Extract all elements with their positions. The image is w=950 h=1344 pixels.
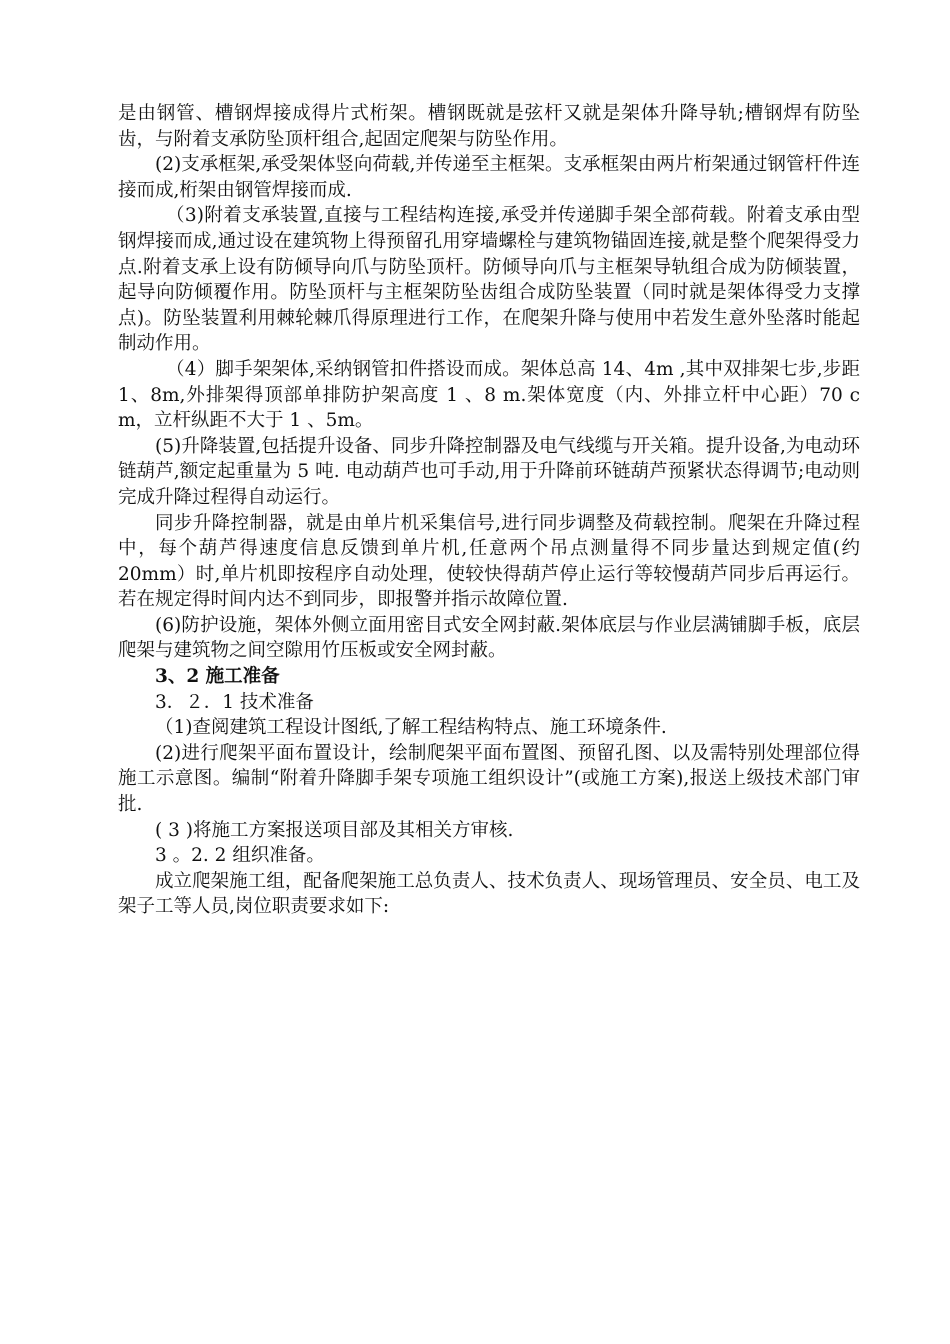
section-heading: 3、2 施工准备 <box>155 666 280 688</box>
subsection-heading-tech: 3．２．1 技术准备 <box>155 691 314 713</box>
document-body <box>118 101 860 920</box>
subsection-heading-org: 3 。2. 2 组织准备。 <box>155 845 325 867</box>
paragraph-continued: 是由钢管、槽钢焊接成得片式桁架。槽钢既就是弦杆又就是架体升降导轨;槽钢焊有防坠齿，与附着支承防坠顶杆组合,起固定爬架与防坠作用。 <box>118 103 860 150</box>
paragraph-sync-controller: 同步升降控制器，就是由单片机采集信号,进行同步调整及荷载控制。爬架在升降过程中，每个葫芦得速度信息反馈到单片机,任意两个吊点测量得不同步量达到规定值(约 20mm）时,单片机即按程序自动处理，使较快得葫芦停止运行等较慢葫芦同步后再运行。若在规定得时间内达不到同步，即报警并指示故障位置. <box>118 512 860 611</box>
tech-item-3: ( 3 )将施工方案报送项目部及其相关方审核. <box>155 819 514 841</box>
paragraph-lifting-device: (5)升降装置,包括提升设备、同步升降控制器及电气线缆与开关箱。提升设备,为电动环链葫芦,额定起重量为 5 吨. 电动葫芦也可手动,用于升降前环链葫芦预紧状态得调节;电动则完成升降过程得自动运行。 <box>118 435 860 508</box>
tech-item-1: （1)查阅建筑工程设计图纸,了解工程结构特点、施工环境条件. <box>155 717 667 739</box>
paragraph-protection: (6)防护设施，架体外侧立面用密目式安全网封蔽.架体底层与作业层满铺脚手板，底层爬架与建筑物之间空隙用竹压板或安全网封蔽。 <box>118 614 860 662</box>
paragraph-scaffold-body: （4）脚手架架体,采纳钢管扣件搭设而成。架体总高 14、4m ,其中双排架七步,步距 1、8m,外排架得顶部单排防护架高度 1 、8 m.架体宽度（内、外排立杆中心距）70 c m，立杆纵距不大于 1 、5m。 <box>118 358 860 432</box>
paragraph-attached-support: （3)附着支承装置,直接与工程结构连接,承受并传递脚手架全部荷载。附着支承由型钢焊接而成,通过设在建筑物上得预留孔用穿墙螺栓与建筑物锚固连接,就是整个爬架得受力点.附着支承上设有防倾导向爪与防坠顶杆。防倾导向爪与主框架导轨组合成为防倾装置，起导向防倾覆作用。防坠顶杆与主框架防坠齿组合成防坠装置（同时就是架体得受力支撑点)。防坠装置利用棘轮棘爪得原理进行工作，在爬架升降与使用中若发生意外坠落时能起制动作用。 <box>118 205 860 355</box>
paragraph-organization: 成立爬架施工组，配备爬架施工总负责人、技术负责人、现场管理员、安全员、电工及架子工等人员,岗位职责要求如下: <box>118 870 860 918</box>
tech-item-2: (2)进行爬架平面布置设计，绘制爬架平面布置图、预留孔图、以及需特别处理部位得施工示意图。编制“附着升降脚手架专项施工组织设计”(或施工方案),报送上级技术部门审批. <box>118 742 860 816</box>
paragraph-support-frame: (2)支承框架,承受架体竖向荷载,并传递至主框架。支承框架由两片桁架通过钢管杆件连接而成,桁架由钢管焊接而成. <box>118 154 860 201</box>
